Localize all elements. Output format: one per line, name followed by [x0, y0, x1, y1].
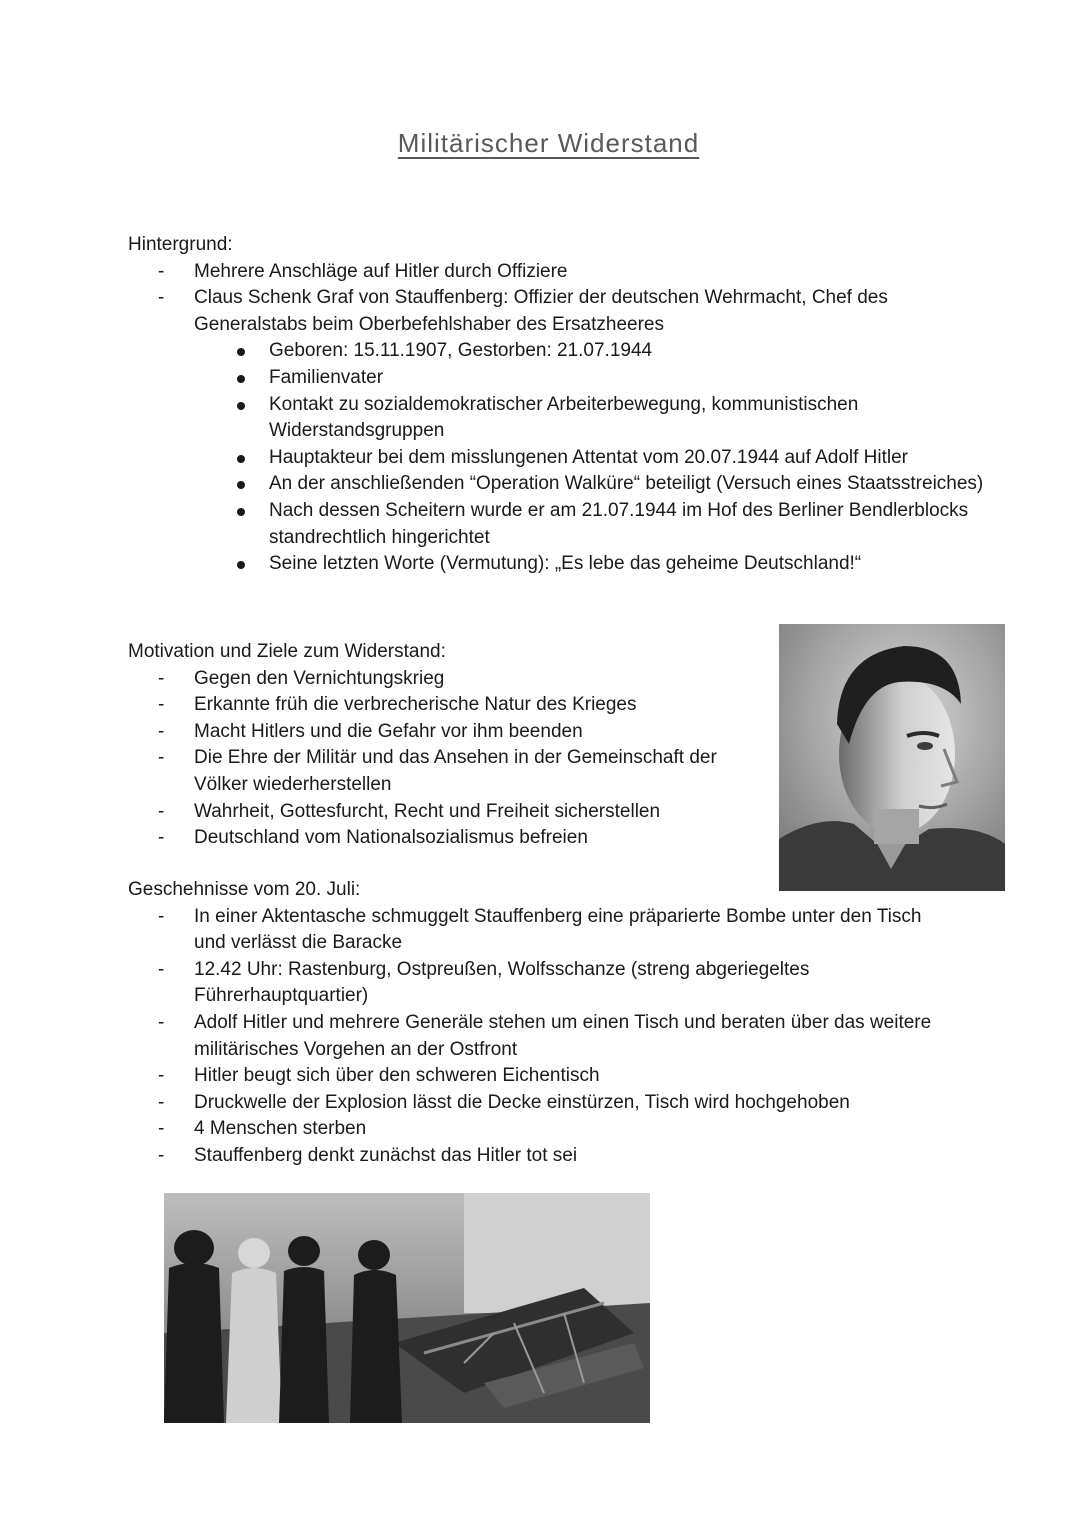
section-geschehnisse — [128, 877, 948, 1170]
destroyed-room-photo — [164, 1193, 650, 1423]
portrait-photo — [779, 624, 1005, 891]
bullet-item: Kontakt zu sozialdemokratischer Arbeiterbewegung, kommunistischen Widerstandsgruppen — [128, 392, 988, 445]
list-item: - 4 Menschen sterben — [128, 1116, 948, 1143]
page-title: Militärischer Widerstand — [397, 128, 700, 158]
section-hintergrund — [128, 232, 988, 578]
list-item: - 12.42 Uhr: Rastenburg, Ostpreußen, Wolfsschanze (streng abgeriegeltes Führerhauptquartier) — [128, 957, 948, 1010]
list-item: - Druckwelle der Explosion lässt die Decke einstürzen, Tisch wird hochgehoben — [128, 1090, 948, 1117]
section-heading: Motivation und Ziele zum Widerstand: — [128, 641, 446, 662]
list-item: - Wahrheit, Gottesfurcht, Recht und Freiheit sicherstellen — [128, 799, 768, 826]
list-item: - Adolf Hitler und mehrere Generäle stehen um einen Tisch und beraten über das weitere militärisches Vorgehen an der Ostfront — [128, 1010, 948, 1063]
bullet-item: Seine letzten Worte (Vermutung): „Es lebe das geheime Deutschland!“ — [128, 551, 988, 578]
list-item: - Stauffenberg denkt zunächst das Hitler tot sei — [128, 1143, 948, 1170]
bullet-list — [128, 338, 988, 577]
list-item: - Claus Schenk Graf von Stauffenberg: Offizier der deutschen Wehrmacht, Chef des Generalstabs beim Oberbefehlshaber des Ersatzheeres — [128, 285, 988, 338]
dash-list — [128, 259, 988, 339]
bullet-item: Familienvater — [128, 365, 988, 392]
section-heading: Hintergrund: — [128, 234, 233, 255]
dash-list — [128, 904, 948, 1170]
dash-list — [128, 666, 768, 852]
bullet-item: Nach dessen Scheitern wurde er am 21.07.1944 im Hof des Berliner Bendlerblocks standrechtlich hingerichtet — [128, 498, 988, 551]
section-heading: Geschehnisse vom 20. Juli: — [128, 879, 361, 900]
section-motivation — [128, 639, 768, 852]
list-item: - Deutschland vom Nationalsozialismus befreien — [128, 825, 768, 852]
list-item: - Mehrere Anschläge auf Hitler durch Offiziere — [128, 259, 988, 286]
bullet-item: An der anschließenden “Operation Walküre“ beteiligt (Versuch eines Staatsstreiches) — [128, 471, 988, 498]
list-item: - Macht Hitlers und die Gefahr vor ihm beenden — [128, 719, 768, 746]
list-item: - In einer Aktentasche schmuggelt Stauffenberg eine präparierte Bombe unter den Tisch und verlässt die Baracke — [128, 904, 948, 957]
list-item: - Hitler beugt sich über den schweren Eichentisch — [128, 1063, 948, 1090]
bullet-item: Geboren: 15.11.1907, Gestorben: 21.07.1944 — [128, 338, 988, 365]
list-item: - Die Ehre der Militär und das Ansehen in der Gemeinschaft der Völker wiederherstellen — [128, 745, 768, 798]
bullet-item: Hauptakteur bei dem misslungenen Attentat vom 20.07.1944 auf Adolf Hitler — [128, 445, 988, 472]
list-item: - Gegen den Vernichtungskrieg — [128, 666, 768, 693]
list-item: - Erkannte früh die verbrecherische Natur des Krieges — [128, 692, 768, 719]
